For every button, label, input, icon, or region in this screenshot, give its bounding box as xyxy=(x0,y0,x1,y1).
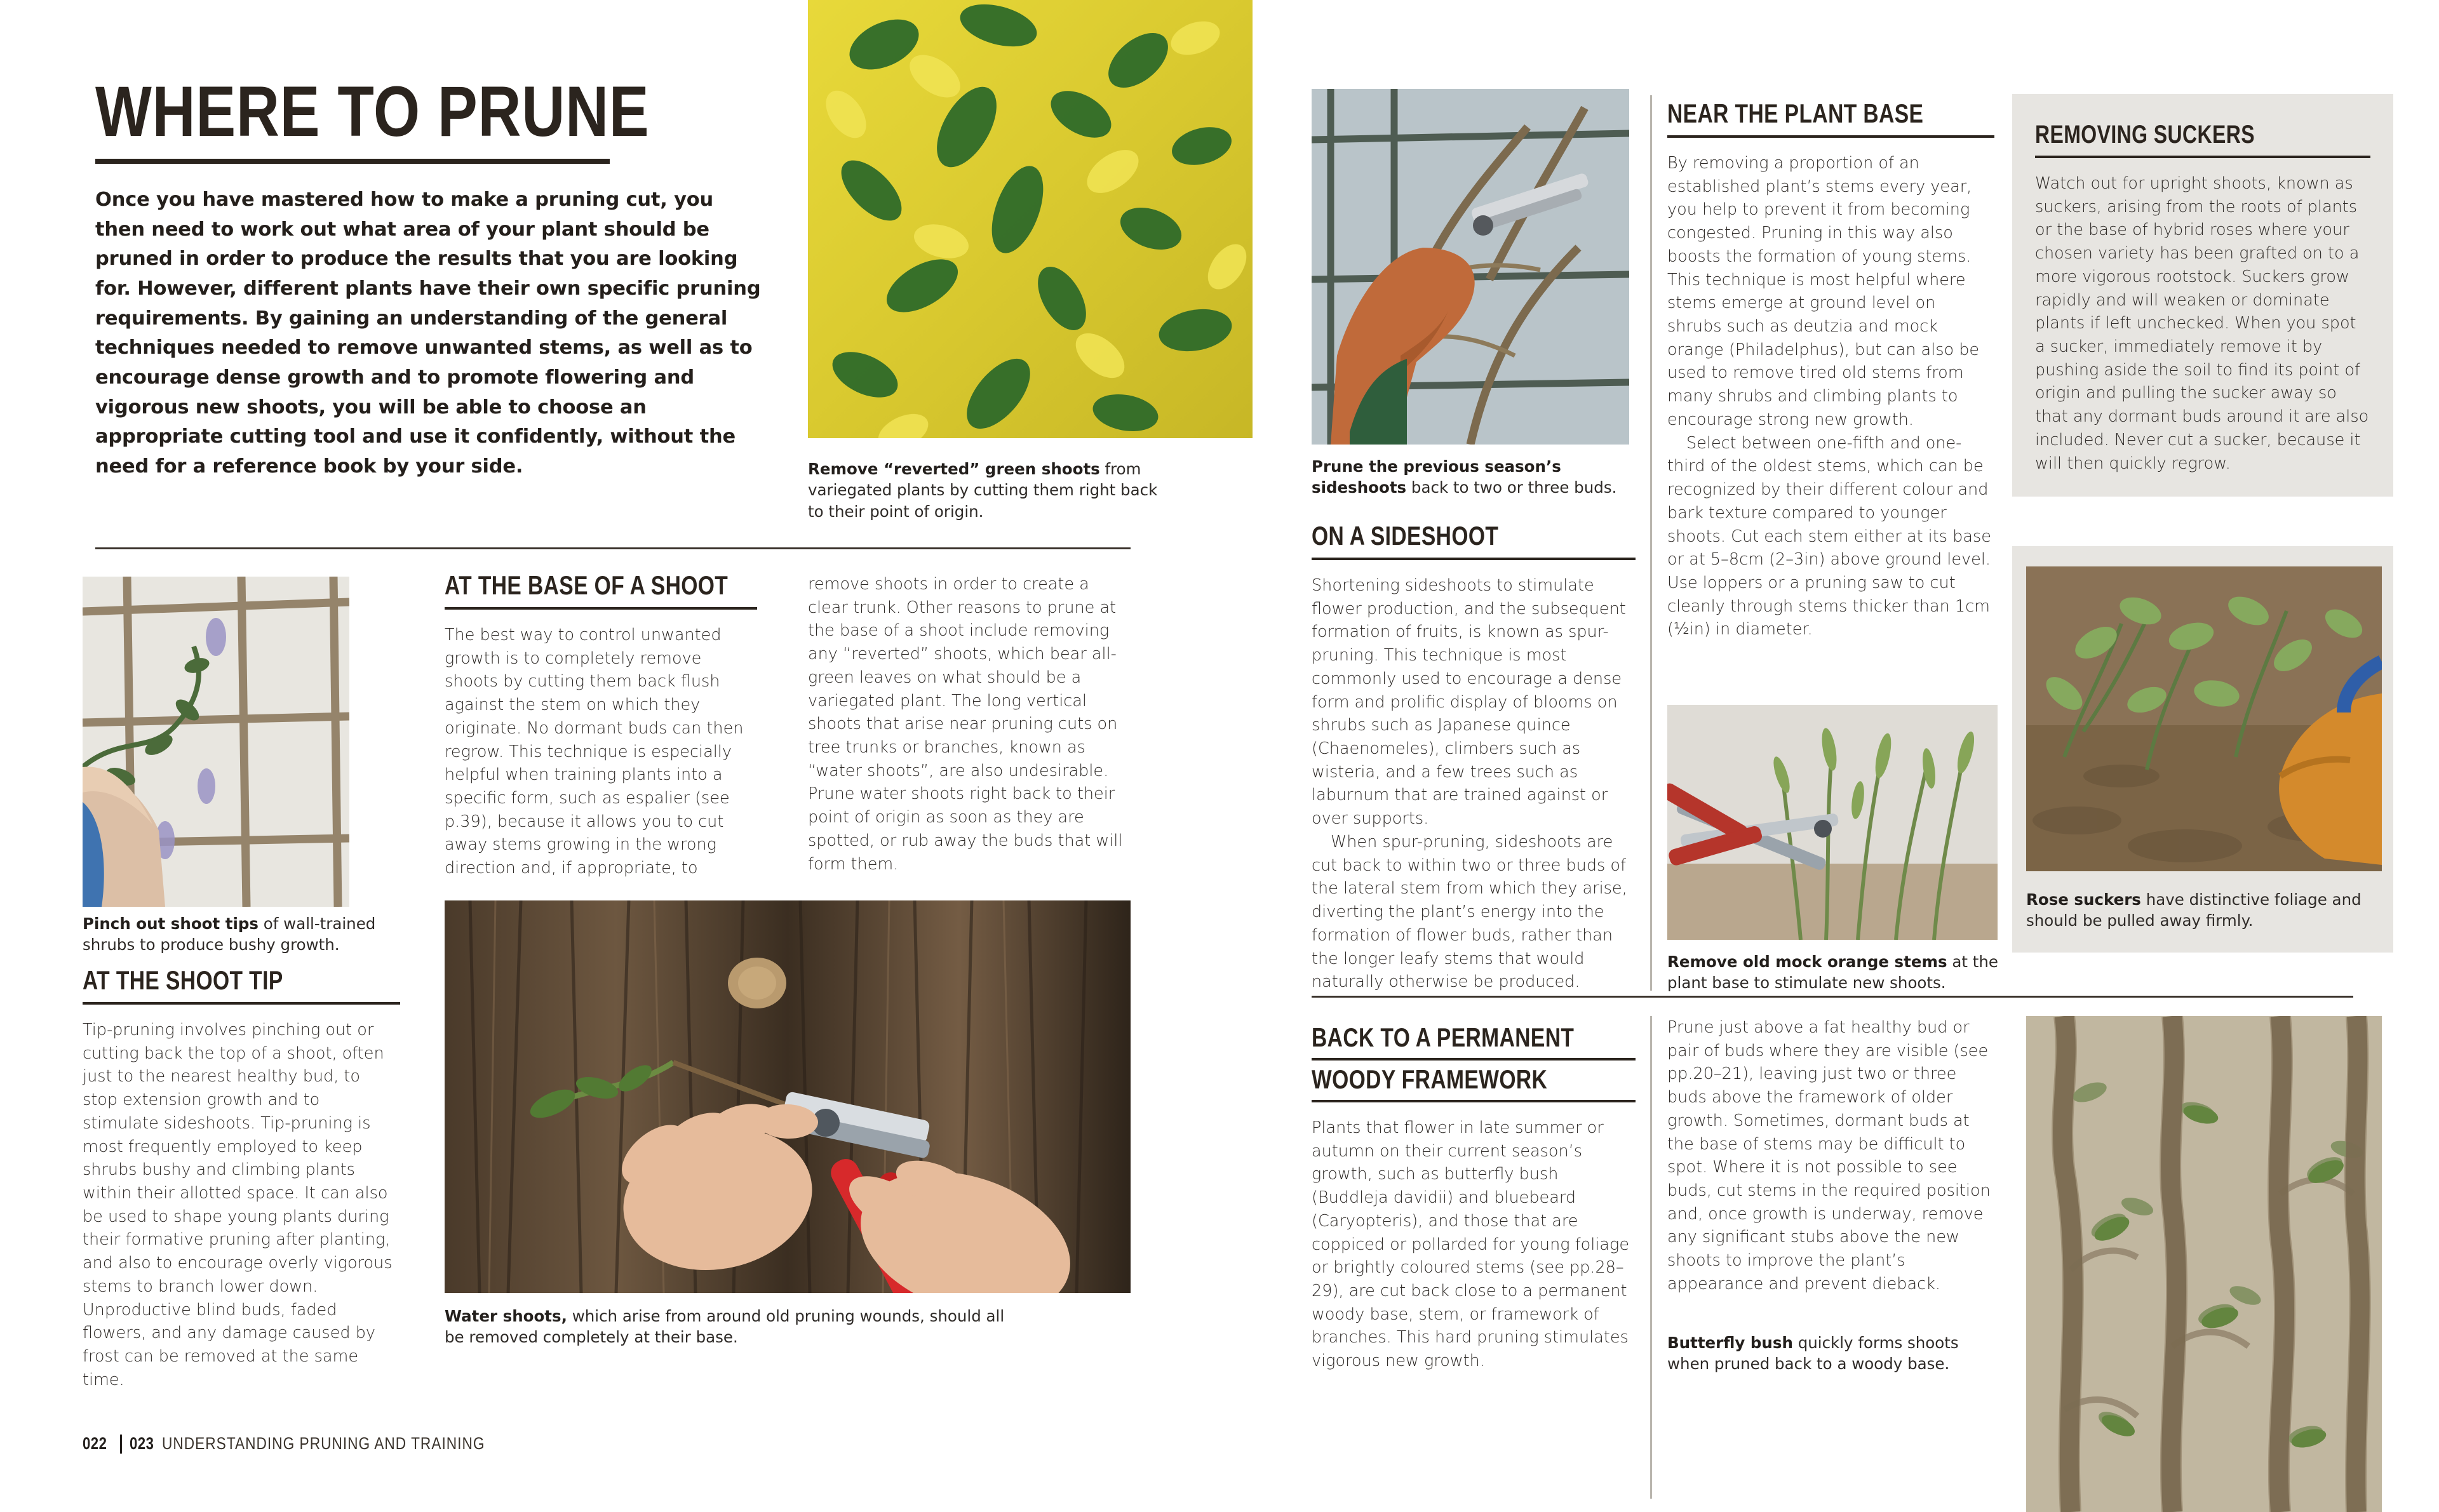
page-footer xyxy=(83,1434,546,1454)
section-body xyxy=(1312,574,1636,994)
section-heading-wrap xyxy=(83,965,400,1005)
photo-butterfly-bush-art xyxy=(2026,1016,2382,1512)
caption-mock-orange xyxy=(1667,951,2004,994)
section-heading: AT THE BASE OF A SHOOT xyxy=(445,570,729,600)
panel-heading-wrap xyxy=(2035,121,2370,158)
photo-rose-suckers xyxy=(2026,566,2382,871)
photo-water-shoots-art xyxy=(445,900,1131,1293)
photo-water-shoots-pruning xyxy=(445,900,1131,1293)
caption-pinch-out xyxy=(83,913,387,956)
section-heading: AT THE SHOOT TIP xyxy=(83,965,283,995)
caption-lead: Rose suckers xyxy=(2026,890,2141,909)
caption-rest: at the plant base to stimulate new shoots. xyxy=(1667,953,1998,993)
caption-rest: of wall-trained shrubs to produce bushy growth. xyxy=(83,914,376,954)
paragraph-2: Select between one-fifth and one-third of the oldest stems, which can be recognized by their different colour and bark texture compared to younger shoots. Cut each stem either at its base or at 5–8cm (2–3in) above ground level. Use loppers or a pruning saw to cut cleanly through stems thicker than 1cm (½in) in diameter. xyxy=(1667,433,1991,639)
caption-lead: Water shoots, xyxy=(445,1307,567,1325)
column-rule-right-page xyxy=(1650,95,1652,991)
footer-divider xyxy=(120,1435,122,1454)
footer-page-left: 022 xyxy=(83,1434,107,1453)
caption-variegated-shrub xyxy=(808,458,1164,522)
photo-prune-sideshoots-art xyxy=(1312,89,1629,445)
section-heading: NEAR THE PLANT BASE xyxy=(1667,98,1924,128)
photo-butterfly-bush xyxy=(2026,1016,2382,1512)
panel-removing-suckers xyxy=(2012,94,2393,497)
section-at-the-shoot-tip xyxy=(83,965,400,1392)
section-heading-line-1: BACK TO A PERMANENT xyxy=(1312,1022,1575,1052)
caption-rest: quickly forms shoots when pruned back to a woody base. xyxy=(1667,1334,1959,1374)
caption-water-shoots xyxy=(445,1306,1016,1348)
paragraph-1: By removing a proportion of an established plant’s stems every year, you help to prevent it from becoming congested. Pruning in this way also boosts the formation of young stems. This technique is most helpful where stems emerge at ground level on shrubs such as deutzia and mock orange (Philadelphus), but can also be used to remove tired old stems from many shrubs and climbing plants to encourage strong new growth. xyxy=(1667,154,1980,429)
photo-pinch-art xyxy=(83,577,349,907)
caption-lead: Butterfly bush xyxy=(1667,1334,1793,1352)
section-heading-line-2: WOODY FRAMEWORK xyxy=(1312,1064,1548,1094)
caption-lead: Prune the previous season’s sideshoots xyxy=(1312,457,1561,497)
footer-page-right: 023 xyxy=(129,1434,154,1453)
section-heading: ON A SIDESHOOT xyxy=(1312,521,1499,551)
section-on-a-sideshoot xyxy=(1312,521,1636,994)
photo-pinch-out-shoot-tips xyxy=(83,577,349,907)
divider-left-page xyxy=(95,547,1131,549)
section-body-column-2: Prune just above a fat healthy bud or pair of buds where they are visible (see pp.20–21), leaving just two or three buds above the framework of older growth. Sometimes, dormant buds at the base of stems may be difficult to spot. Where it is not possible to see buds, cut stems in the required position and, once growth is underway, remove any significant stubs above the new shoots to improve the plant’s appearance and prevent dieback. xyxy=(1667,1018,1991,1294)
section-at-the-base-of-a-shoot xyxy=(445,570,757,880)
caption-prune-sideshoots xyxy=(1312,456,1642,498)
paragraph-1: Shortening sideshoots to stimulate flower production, and the subsequent formation of fruits, is known as spur-pruning. This technique is most commonly used to encourage a dense form and prolific display of blooms on shrubs such as Japanese quince (Chaenomeles), climbers such as wisteria, and a few trees such as laburnum that are trained against or over supports. xyxy=(1312,576,1626,829)
photo-mock-orange-loppers xyxy=(1667,705,1998,940)
caption-rest: which arise from around old pruning wounds, should all be removed completely at their base. xyxy=(445,1307,1005,1347)
section-body-column-1: Plants that flower in late summer or autumn on their current season’s growth, such as butterfly bush (Buddleja davidii) and bluebeard (Caryopteris), and those that are coppiced or pollarded for young foliage or brightly coloured stems (see pp.28–29), are cut back close to a permanent woody base, stem, or framework of branches. This hard pruning stimulates vigorous new growth. xyxy=(1312,1118,1630,1371)
caption-butterfly-bush xyxy=(1667,1332,1998,1375)
panel-heading: REMOVING SUCKERS xyxy=(2035,121,2255,149)
photo-prune-sideshoots xyxy=(1312,89,1629,445)
photo-variegated-shrub-art xyxy=(808,0,1253,438)
title-block xyxy=(95,72,781,482)
photo-rose-suckers-art xyxy=(2026,566,2382,871)
section-body-column-1: The best way to control unwanted growth is to completely remove shoots by cutting them back flush against the stem on which they originate. No dormant buds can then regrow. This technique is especially helpful when training plants into a specific form, such as espalier (see p.39), because it allows you to cut away stems growing in the wrong direction and, if appropriate, to xyxy=(445,626,744,878)
caption-rest: back to two or three buds. xyxy=(1406,478,1617,497)
caption-lead: Remove “reverted” green shoots xyxy=(808,460,1100,478)
caption-rose-suckers xyxy=(2026,889,2369,932)
section-body-column-2: remove shoots in order to create a clear trunk. Other reasons to prune at the base of a shoot include removing any “reverted” shoots, which bear all-green leaves on what should be a variegated plant. The long vertical shoots that arise near pruning cuts on tree trunks or branches, known as “water shoots”, are also undesirable. Prune water shoots right back to their point of origin as soon as they are spotted, or rub away the buds that will form them. xyxy=(808,575,1123,874)
photo-mock-orange-art xyxy=(1667,705,1998,940)
caption-lead: Remove old mock orange stems xyxy=(1667,953,1947,971)
column-rule-right-lower xyxy=(1650,1016,1652,1499)
caption-rest: have distinctive foliage and should be pulled away firmly. xyxy=(2026,890,2362,930)
page-title: WHERE TO PRUNE xyxy=(95,72,650,151)
caption-rest: from variegated plants by cutting them right back to their point of origin. xyxy=(808,460,1158,521)
paragraph-2: When spur-pruning, sideshoots are cut back to within two or three buds of the lateral stem from which they arise, diverting the plant’s energy into the formation of flower buds, rather than the longer leafy stems that would naturally otherwise be produced. xyxy=(1312,832,1627,992)
section-heading-wrap xyxy=(1667,98,1994,138)
section-heading-wrap xyxy=(445,570,757,610)
photo-variegated-shrub xyxy=(808,0,1253,438)
section-near-the-plant-base xyxy=(1667,98,1994,641)
section-heading-wrap xyxy=(1312,521,1636,560)
section-heading-wrap-line2 xyxy=(1312,1064,1636,1102)
section-body xyxy=(1667,152,1994,641)
standfirst-paragraph: Once you have mastered how to make a pruning cut, you then need to work out what area of your plant should be pruned in order to produce the results that you are looking for. However, different plants have their own specific pruning requirements. By gaining an understanding of the general techniques needed to remove unwanted stems, as well as to encourage dense growth and to promote flowering and vigorous new shoots, you will be able to choose an appropriate cutting tool and use it confidently, without the need for a reference book by your side. xyxy=(95,189,761,478)
section-body: Tip-pruning involves pinching out or cutting back the top of a shoot, often just to the nearest healthy bud, to stop extension growth and to stimulate sideshoots. Tip-pruning is most frequently employed to keep shrubs bushy and climbing plants within their allotted space. It can also be used to shape young plants during their formative pruning after planting, and also to encourage overly vigorous stems to branch lower down. Unproductive blind buds, faded flowers, and any damage caused by frost can be removed at the same time. xyxy=(83,1020,393,1389)
panel-body: Watch out for upright shoots, known as suckers, arising from the roots of plants or the base of hybrid roses where your chosen variety has been grafted on to a more vigorous rootstock. Suckers grow rapidly and will weaken or dominate plants if left unchecked. When you spot a sucker, immediately remove it by pushing aside the soil to find its point of origin and pulling the sucker away so that any dormant buds around it are also included. Never cut a sucker, because it will then quickly regrow. xyxy=(2035,174,2369,473)
footer-section-title: UNDERSTANDING PRUNING AND TRAINING xyxy=(161,1434,485,1453)
section-heading-wrap-line1 xyxy=(1312,1022,1636,1060)
divider-right-page xyxy=(1312,996,2353,998)
title-underline xyxy=(95,159,610,164)
caption-lead: Pinch out shoot tips xyxy=(83,914,259,933)
section-woody-framework xyxy=(1312,1022,1636,1373)
